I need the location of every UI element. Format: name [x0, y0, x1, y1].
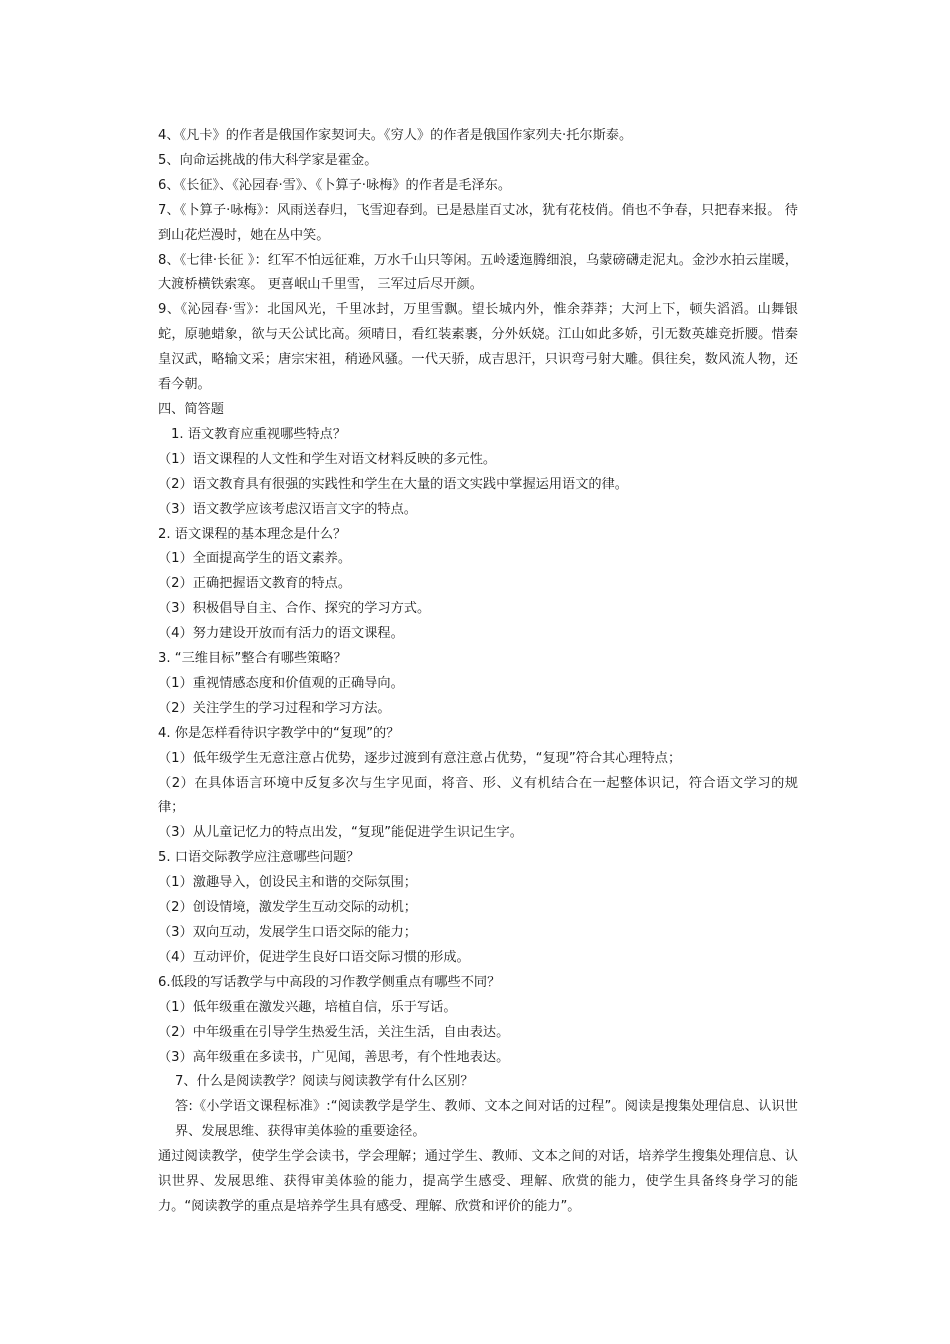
question-3: 3. “三维目标”整合有哪些策略？ — [158, 651, 347, 667]
item-5: 5、向命运挑战的伟大科学家是霍金。 — [158, 152, 378, 168]
document-page — [158, 124, 798, 1220]
question-4: 4. 你是怎样看待识字教学中的“复现”的？ — [158, 725, 400, 741]
answer-7-2: 通过阅读教学，使学生学会读书，学会理解；通过学生、教师、文本之间的对话，培养学生搜集处理信息、认识世界、发展思维、获得审美体验的能力，提高学生感受、理解、欣赏的能力，使学生具备终身学习的能力。“阅读教学的重点是培养学生具有感受、理解、欣赏和评价的能力”。 — [158, 1149, 798, 1214]
answer-7-1: 答:《小学语文课程标准》:“阅读教学是学生、教师、文本之间对话的过程”。阅读是搜集处理信息、认识世界、发展思维、获得审美体验的重要途径。 — [175, 1099, 798, 1140]
answer-5-3: （3）双向互动，发展学生口语交际的能力； — [158, 925, 417, 940]
answer-5-4: （4）互动评价，促进学生良好口语交际习惯的形成。 — [158, 949, 470, 965]
answer-4-3: （3）从儿童记忆力的特点出发，“复现”能促进学生识记生字。 — [158, 825, 523, 841]
question-7: 7、什么是阅读教学？阅读与阅读教学有什么区别？ — [175, 1074, 474, 1090]
item-7-poem: 7、《卜算子·咏梅》：风雨送春归，飞雪迎春到。已是悬崖百丈冰，犹有花枝俏。俏也不争春，只把春来报。 待到山花烂漫时，她在丛中笑。 — [158, 202, 798, 243]
answer-3-1: （1）重视情感态度和价值观的正确导向。 — [158, 675, 404, 691]
answer-1-3: （3）语文教学应该考虑汉语言文字的特点。 — [158, 501, 417, 517]
answer-5-1: （1）激趣导入，创设民主和谐的交际氛围； — [158, 875, 417, 891]
question-6: 6.低段的写话教学与中高段的习作教学侧重点有哪些不同？ — [158, 974, 501, 990]
answer-2-2: （2）正确把握语文教育的特点。 — [158, 576, 352, 592]
answer-5-2: （2）创设情境，激发学生互动交际的动机； — [158, 900, 417, 916]
answer-4-1: （1）低年级学生无意注意占优势，逐步过渡到有意注意占优势，“复现”符合其心理特点； — [158, 750, 682, 766]
item-6: 6、《长征》、《沁园春·雪》、《卜算子·咏梅》的作者是毛泽东。 — [158, 177, 512, 193]
answer-3-2: （2）关注学生的学习过程和学习方法。 — [158, 700, 391, 716]
question-1: 1. 语文教育应重视哪些特点？ — [171, 426, 347, 442]
answer-2-3: （3）积极倡导自主、合作、探究的学习方式。 — [158, 601, 431, 617]
answer-6-2: （2）中年级重在引导学生热爱生活，关注生活，自由表达。 — [158, 1024, 510, 1040]
item-8-poem: 8、《七律·长征 》：红军不怕远征难，万水千山只等闲。五岭逶迤腾细浪，乌蒙磅礴走泥丸。金沙水拍云崖暖， 大渡桥横铁索寒。 更喜岷山千里雪， 三军过后尽开颜。 — [158, 252, 798, 293]
answer-2-4: （4）努力建设开放而有活力的语文课程。 — [158, 626, 404, 642]
answer-1-2: （2）语文教育具有很强的实践性和学生在大量的语文实践中掌握运用语文的律。 — [158, 476, 628, 492]
section-heading: 四、简答题 — [158, 401, 224, 417]
answer-1-1: （1）语文课程的人文性和学生对语文材料反映的多元性。 — [158, 451, 497, 467]
question-5: 5. 口语交际教学应注意哪些问题？ — [158, 850, 360, 866]
answer-2-1: （1）全面提高学生的语文素养。 — [158, 551, 352, 567]
answer-4-2: （2）在具体语言环境中反复多次与生字见面，将音、形、义有机结合在一起整体识记，符合语文学习的规律； — [158, 775, 798, 816]
question-2: 2. 语文课程的基本理念是什么？ — [158, 526, 347, 542]
item-9-poem: 9、《沁园春·雪》：北国风光，千里冰封，万里雪飘。望长城内外，惟余莽莽；大河上下，顿失滔滔。山舞银蛇，原驰蜡象，欲与天公试比高。须晴日，看红装素裹，分外妖娆。江山如此多娇，引无数英雄竞折腰。惜秦皇汉武，略输文采；唐宗宋祖，稍逊风骚。一代天骄，成吉思汗，只识弯弓射大雕。俱往矣，数风流人物，还看今朝。 — [158, 302, 798, 393]
answer-6-3: （3）高年级重在多读书，广见闻，善思考，有个性地表达。 — [158, 1049, 510, 1065]
item-4: 4、《凡卡》的作者是俄国作家契诃夫。《穷人》的作者是俄国作家列夫·托尔斯泰。 — [158, 128, 633, 143]
answer-6-1: （1）低年级重在激发兴趣，培植自信，乐于写话。 — [158, 999, 457, 1015]
